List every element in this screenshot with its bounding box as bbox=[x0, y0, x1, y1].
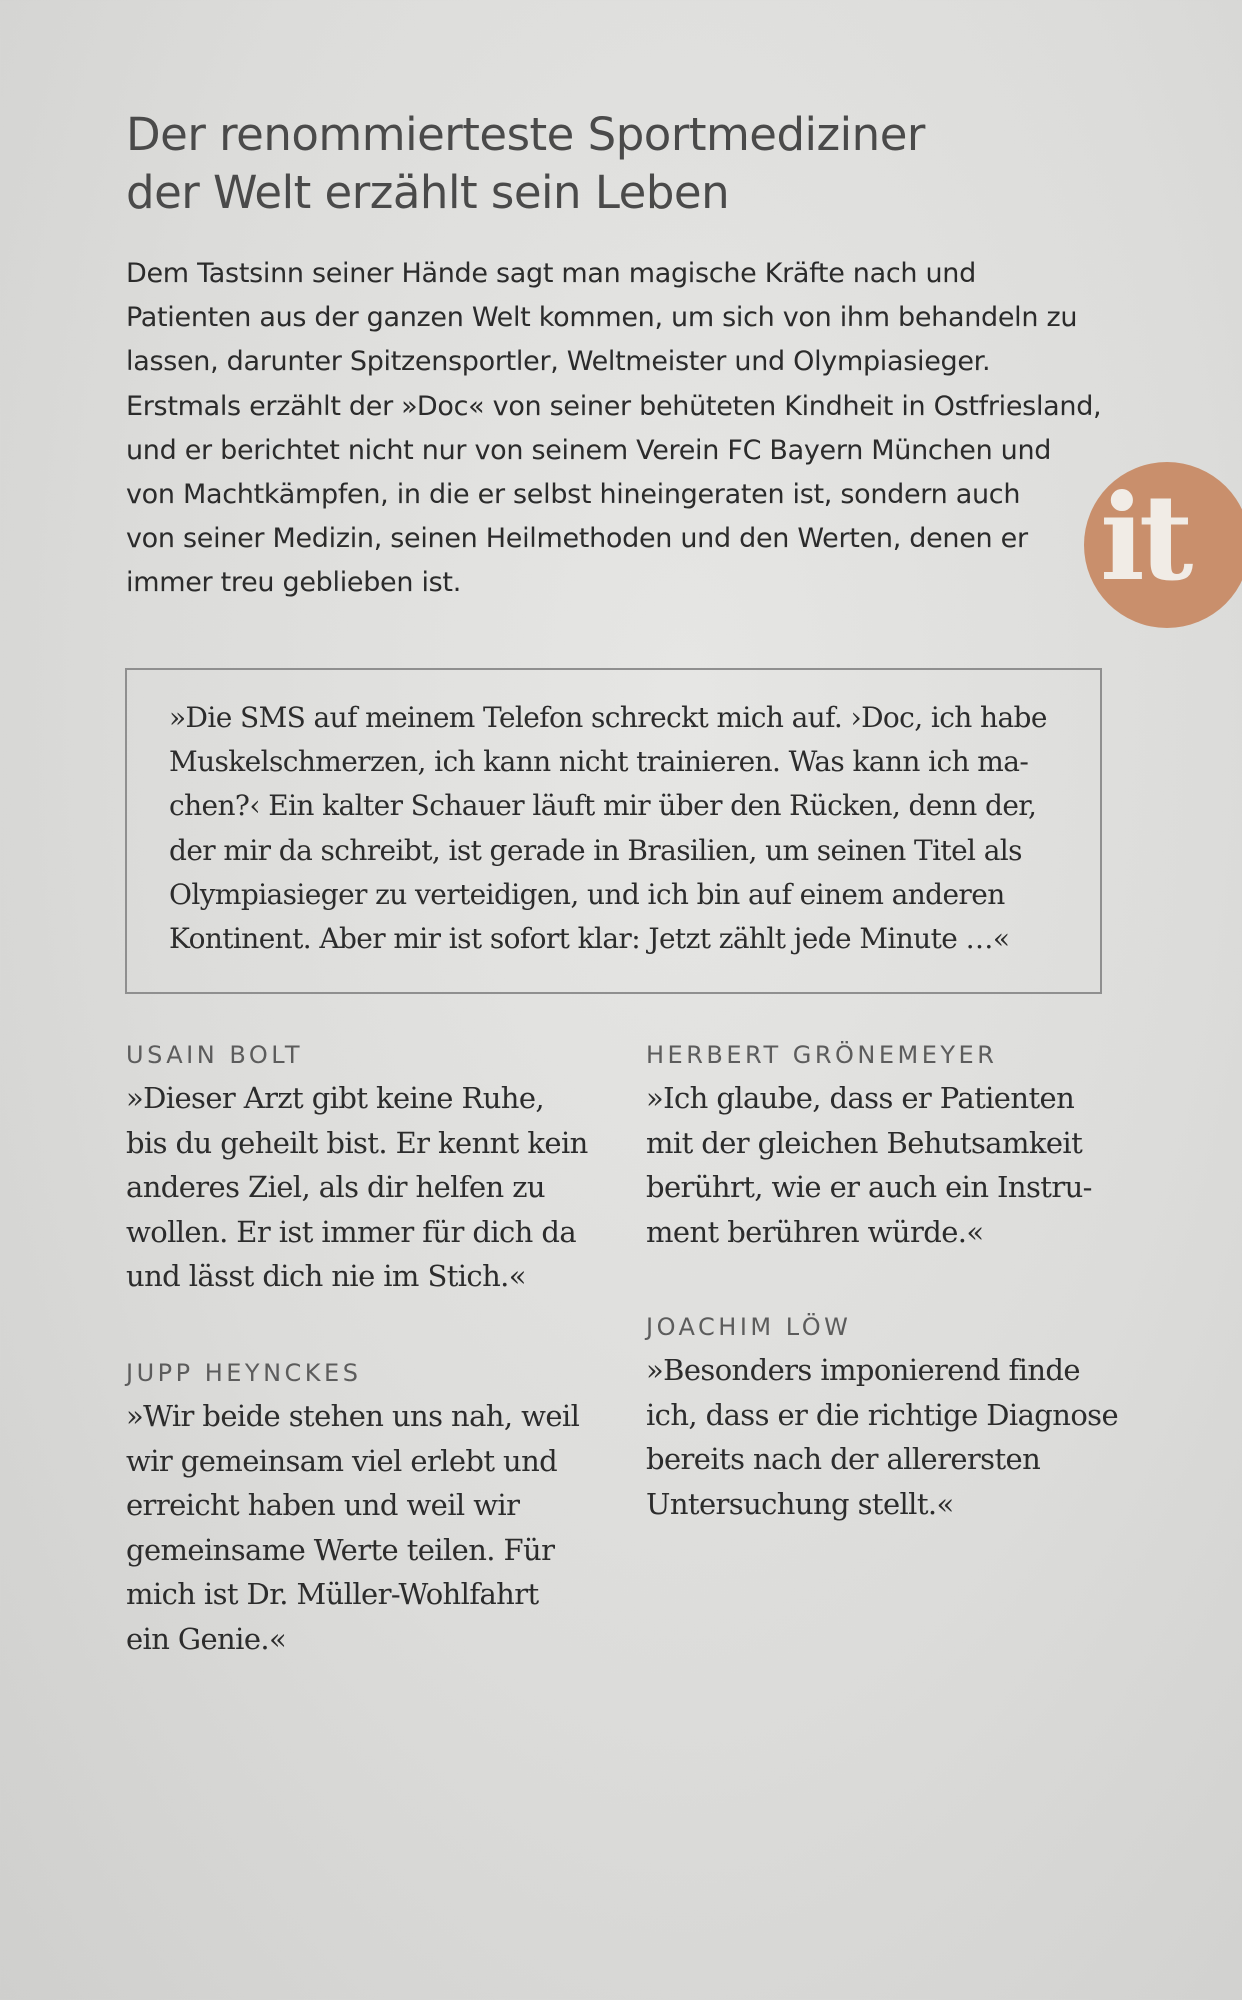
testimonial-author: HERBERT GRÖNEMEYER bbox=[646, 1041, 998, 1069]
testimonial-line: bis du geheilt bist. Er kennt kein bbox=[126, 1125, 588, 1160]
excerpt-line: chen?‹ Ein kalter Schauer läuft mir über den Rücken, denn der, bbox=[169, 789, 1037, 823]
excerpt-line: der mir da schreibt, ist gerade in Brasilien, um seinen Titel als bbox=[169, 833, 1022, 867]
testimonial-quote bbox=[646, 1348, 1146, 1526]
headline-line: der Welt erzählt sein Leben bbox=[126, 166, 730, 219]
testimonial-line: gemeinsame Werte teilen. Für bbox=[126, 1532, 555, 1567]
testimonial-line: Untersuchung stellt.« bbox=[646, 1486, 954, 1521]
testimonial-loew bbox=[646, 1312, 1146, 1526]
testimonial-line: ich, dass er die richtige Diagnose bbox=[646, 1397, 1119, 1432]
testimonial-line: erreicht haben und weil wir bbox=[126, 1488, 520, 1523]
excerpt-line: Muskelschmerzen, ich kann nicht trainieren. Was kann ich ma- bbox=[169, 745, 1029, 779]
intro-line: und er berichtet nicht nur von seinem Verein FC Bayern München und bbox=[126, 434, 1052, 466]
testimonial-line: bereits nach der allerersten bbox=[646, 1442, 1041, 1477]
publisher-logo-text: it bbox=[1100, 468, 1188, 607]
intro-line: von Machtkämpfen, in die er selbst hineingeraten ist, sondern auch bbox=[126, 479, 1021, 511]
testimonial-line: »Wir beide stehen uns nah, weil bbox=[126, 1399, 580, 1433]
testimonial-line: wollen. Er ist immer für dich da bbox=[126, 1214, 577, 1249]
intro-paragraph bbox=[126, 252, 1126, 606]
intro-line: Erstmals erzählt der »Doc« von seiner behüteten Kindheit in Ostfriesland, bbox=[126, 390, 1102, 422]
excerpt-box bbox=[125, 668, 1102, 994]
publisher-logo bbox=[1084, 462, 1242, 628]
intro-line: lassen, darunter Spitzensportler, Weltmeister und Olympiasieger. bbox=[126, 346, 991, 378]
testimonial-author: USAIN BOLT bbox=[126, 1041, 303, 1069]
testimonial-line: und lässt dich nie im Stich.« bbox=[126, 1259, 526, 1294]
intro-line: von seiner Medizin, seinen Heilmethoden und den Werten, denen er bbox=[126, 523, 1028, 555]
testimonial-gronemeyer bbox=[646, 1040, 1146, 1254]
intro-line: immer treu geblieben ist. bbox=[126, 567, 461, 599]
testimonial-line: ment berühren würde.« bbox=[646, 1214, 984, 1249]
testimonial-line: berührt, wie er auch ein Instru- bbox=[646, 1170, 1092, 1205]
testimonial-line: wir gemeinsam viel erlebt und bbox=[126, 1443, 558, 1478]
testimonial-quote bbox=[126, 1076, 626, 1299]
testimonial-quote bbox=[646, 1076, 1146, 1254]
testimonial-heynckes bbox=[126, 1358, 626, 1662]
testimonial-author: JUPP HEYNCKES bbox=[126, 1359, 362, 1387]
testimonial-line: mit der gleichen Behutsamkeit bbox=[646, 1125, 1083, 1160]
excerpt-line: »Die SMS auf meinem Telefon schreckt mich auf. ›Doc, ich habe bbox=[169, 701, 1047, 734]
testimonial-author: JOACHIM LÖW bbox=[646, 1313, 852, 1341]
excerpt-line: Olympiasieger zu verteidigen, und ich bin auf einem anderen bbox=[169, 877, 1005, 911]
testimonial-line: »Besonders imponierend finde bbox=[646, 1353, 1080, 1387]
headline bbox=[126, 106, 1026, 222]
testimonial-quote bbox=[126, 1394, 626, 1662]
testimonial-line: »Ich glaube, dass er Patienten bbox=[646, 1081, 1075, 1115]
excerpt-line: Kontinent. Aber mir ist sofort klar: Jetzt zählt jede Minute …« bbox=[169, 922, 1010, 956]
excerpt-text bbox=[169, 696, 1059, 961]
intro-line: Dem Tastsinn seiner Hände sagt man magische Kräfte nach und bbox=[126, 258, 976, 289]
intro-line: Patienten aus der ganzen Welt kommen, um sich von ihm behandeln zu bbox=[126, 302, 1078, 334]
testimonial-line: »Dieser Arzt gibt keine Ruhe, bbox=[126, 1081, 545, 1115]
testimonial-line: mich ist Dr. Müller-Wohlfahrt bbox=[126, 1577, 539, 1612]
testimonial-bolt bbox=[126, 1040, 626, 1299]
testimonial-line: ein Genie.« bbox=[126, 1621, 287, 1656]
testimonial-line: anderes Ziel, als dir helfen zu bbox=[126, 1170, 545, 1205]
headline-line: Der renommierteste Sportmediziner bbox=[126, 108, 925, 161]
